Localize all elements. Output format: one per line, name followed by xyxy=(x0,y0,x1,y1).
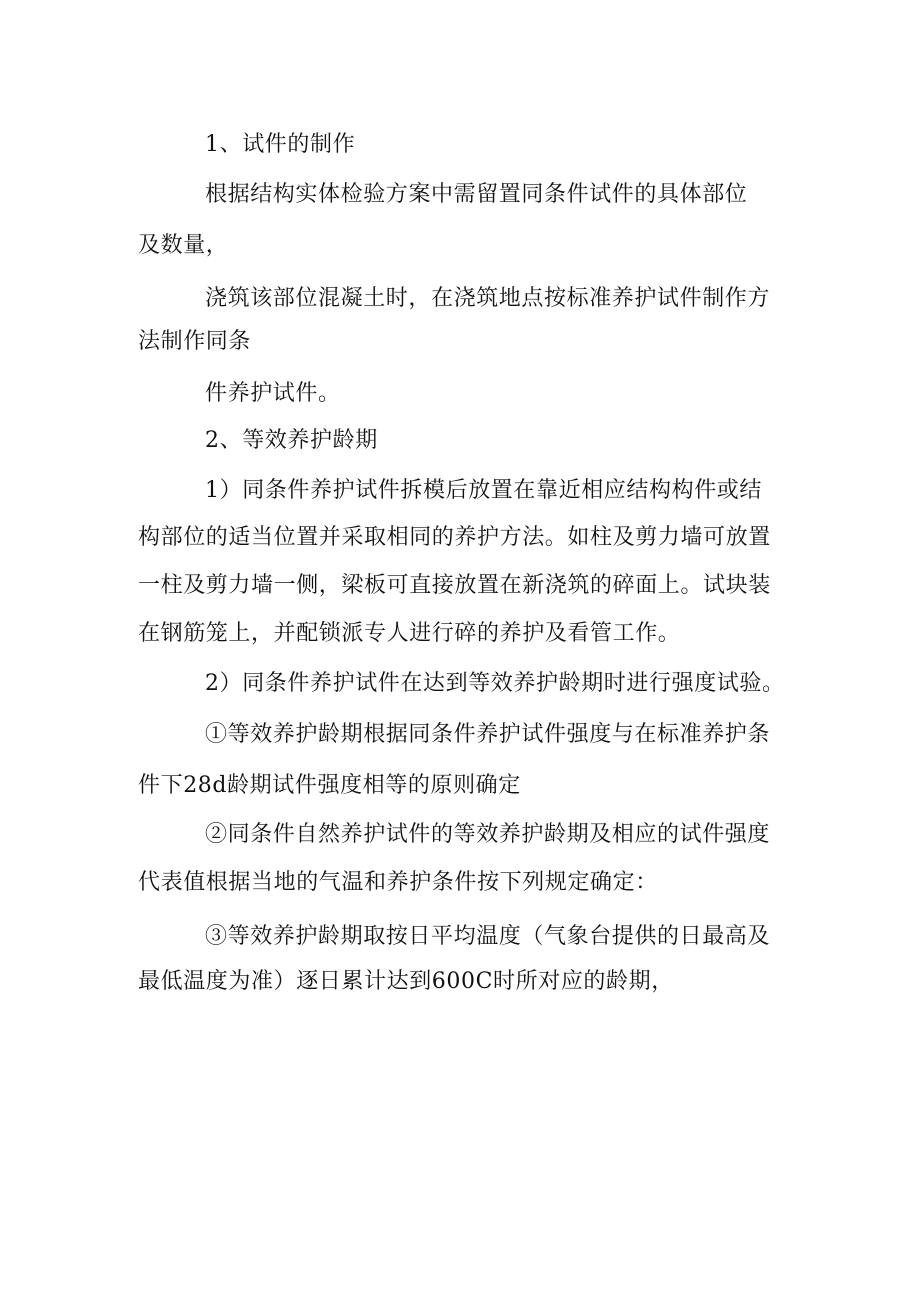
paragraph-line: 最低温度为准）逐日累计达到600C时所对应的龄期， xyxy=(138,969,674,994)
paragraph-line: ②同条件自然养护试件的等效养护龄期及相应的试件强度 xyxy=(205,822,771,847)
paragraph-line: 根据结构实体检验方案中需留置同条件试件的具体部位 xyxy=(205,182,748,207)
paragraph-line: 2）同条件养护试件在达到等效养护龄期时进行强度试验。 xyxy=(205,671,785,696)
heading-specimen-making: 1、试件的制作 xyxy=(205,132,356,157)
paragraph-line: 浇筑该部位混凝土时，在浇筑地点按标准养护试件制作方 xyxy=(205,286,771,311)
paragraph-line: 在钢筋笼上，并配锁派专人进行碎的养护及看管工作。 xyxy=(138,621,681,646)
heading-equivalent-age: 2、等效养护龄期 xyxy=(205,428,378,453)
paragraph-line: 代表值根据当地的气温和养护条件按下列规定确定： xyxy=(138,870,658,895)
paragraph-line: 构部位的适当位置并采取相同的养护方法。如柱及剪力墙可放置 xyxy=(138,525,771,550)
paragraph-line: 件下28d龄期试件强度相等的原则确定 xyxy=(138,773,521,798)
paragraph-line: 一柱及剪力墙一侧，梁板可直接放置在新浇筑的碎面上。试块装 xyxy=(138,573,771,598)
paragraph-line: ①等效养护龄期根据同条件养护试件强度与在标准养护条 xyxy=(205,722,771,747)
paragraph-line: 件养护试件。 xyxy=(205,381,341,406)
paragraph-line: 法制作同条 xyxy=(138,329,252,354)
paragraph-line: 1）同条件养护试件拆模后放置在靠近相应结构构件或结 xyxy=(205,478,762,503)
paragraph-line: 及数量， xyxy=(138,233,229,258)
paragraph-line: ③等效养护龄期取按日平均温度（气象台提供的日最高及 xyxy=(205,924,771,949)
